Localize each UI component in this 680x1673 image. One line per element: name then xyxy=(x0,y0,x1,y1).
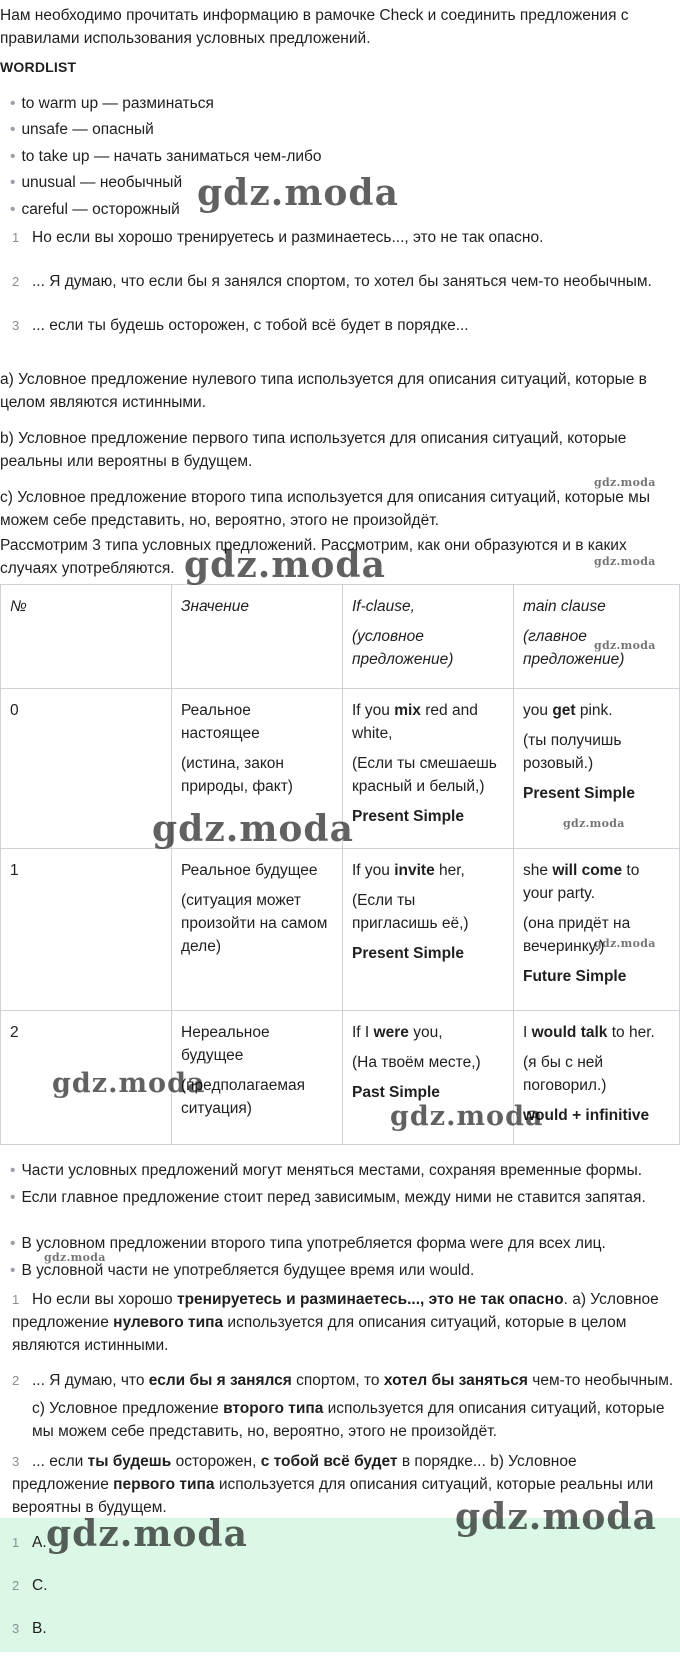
sentence-item xyxy=(12,226,676,249)
sentence-number: 3 xyxy=(12,318,20,333)
if-example: If you invite her, xyxy=(352,862,465,879)
row-num-text: 1 xyxy=(10,862,19,879)
if-tense: Present Simple xyxy=(352,945,464,962)
wordlist-item: • to warm up — разминаться xyxy=(10,92,680,115)
watermark: gdz.moda xyxy=(594,476,656,489)
answer-text: B. xyxy=(32,1620,47,1637)
main-example: she will come to your party. xyxy=(523,862,640,902)
watermark: gdz.moda xyxy=(594,639,656,652)
watermark: gdz.moda xyxy=(594,937,656,950)
watermark: gdz.moda xyxy=(52,1068,206,1099)
row-num-text: 0 xyxy=(10,702,19,719)
meaning-text: Нереальное будущее xyxy=(181,1024,270,1064)
row-main-clause xyxy=(514,849,680,1011)
header-num: № xyxy=(10,598,27,615)
watermark: gdz.moda xyxy=(390,1101,544,1132)
explanation-rule: c) Условное предложение второго типа используется для описания ситуаций, которые мы можем себе представить, но, вероятно, этого не произойдёт. xyxy=(32,1400,665,1440)
note-item: • В условной части не употребляется будущее время или would. xyxy=(10,1259,680,1282)
main-example: I would talk to her. xyxy=(523,1024,655,1041)
table-intro: Рассмотрим 3 типа условных предложений. Рассмотрим, как они образуются и в каких случаях употребляются. xyxy=(0,537,627,577)
sentence-text: ... Я думаю, что если бы я занялся спортом, то хотел бы заняться чем-то необычным. xyxy=(32,273,652,290)
sentence-number: 2 xyxy=(12,274,20,289)
meaning-text: Реальное будущее xyxy=(181,862,318,879)
header-main-clause: main clause xyxy=(523,598,606,615)
watermark: gdz.moda xyxy=(594,555,656,568)
explanation-item: 1 Но если вы хорошо тренируетесь и разминаетесь..., это не так опасно. a) Условное предложение нулевого типа используется для описания ситуаций, которые в целом являются истинными. xyxy=(12,1288,676,1357)
header-if-clause: If-clause, xyxy=(352,598,415,615)
answer-text: A. xyxy=(32,1534,47,1551)
sentence-text: ... если ты будешь осторожен, с тобой всё будет в порядке... xyxy=(32,317,469,334)
watermark: gdz.moda xyxy=(44,1251,106,1264)
answer-item xyxy=(12,1617,676,1640)
row-num-text: 2 xyxy=(10,1024,19,1041)
table-header-row xyxy=(1,585,680,689)
main-translation: (я бы с ней поговорил.) xyxy=(523,1054,607,1094)
watermark: gdz.moda xyxy=(46,1513,248,1555)
note-item: • Части условных предложений могут меняться местами, сохраняя временные формы. xyxy=(10,1159,680,1182)
row-meaning xyxy=(172,849,343,1011)
header-if-clause-ru: (условное предложение) xyxy=(352,628,454,668)
row-num xyxy=(1,689,172,849)
main-tense: would + infinitive xyxy=(523,1107,650,1124)
if-example: If I were you, xyxy=(352,1024,443,1041)
explanation-number: 1 xyxy=(12,1292,20,1307)
table-row xyxy=(1,849,680,1011)
if-example: If you mix red and white, xyxy=(352,702,478,742)
row-if-clause xyxy=(343,689,514,849)
watermark: gdz.moda xyxy=(455,1496,657,1538)
main-translation: (ты получишь розовый.) xyxy=(523,732,622,772)
explanation-item: 2 ... Я думаю, что если бы я занялся спортом, то хотел бы заняться чем-то необычным. xyxy=(12,1369,676,1392)
sentence-text: Но если вы хорошо тренируетесь и разминаетесь..., это не так опасно. xyxy=(32,229,544,246)
meaning-note: (ситуация может произойти на самом деле) xyxy=(181,892,328,955)
main-tense: Present Simple xyxy=(523,785,635,802)
main-example: you get pink. xyxy=(523,702,613,719)
header-cell xyxy=(343,585,514,689)
meaning-note: (предполагаемая ситуация) xyxy=(181,1077,306,1117)
sentence-number: 1 xyxy=(12,230,20,245)
explanation-number: 3 xyxy=(12,1454,20,1469)
if-translation: (Если ты пригласишь её,) xyxy=(352,892,469,932)
wordlist-title: WORDLIST xyxy=(0,59,77,75)
conditionals-table xyxy=(0,584,680,1145)
wordlist-item: • to take up — начать заниматься чем-либо xyxy=(10,145,680,168)
wordlist-item: • careful — осторожный xyxy=(10,198,680,221)
sentence-item xyxy=(12,314,676,337)
watermark: gdz.moda xyxy=(152,808,354,850)
if-translation: (На твоём месте,) xyxy=(352,1054,481,1071)
row-num xyxy=(1,849,172,1011)
rule-a: a) Условное предложение нулевого типа используется для описания ситуаций, которые в целом являются истинными. xyxy=(0,371,647,411)
header-main-clause-ru: (главное предложение) xyxy=(523,628,625,668)
intro-text: Нам необходимо прочитать информацию в рамочке Check и соединить предложения с правилами использования условных предложений. xyxy=(0,7,629,47)
rule-b: b) Условное предложение первого типа используется для описания ситуаций, которые реальны или вероятны в будущем. xyxy=(0,430,627,470)
if-tense: Past Simple xyxy=(352,1084,440,1101)
watermark: gdz.moda xyxy=(184,544,386,586)
header-cell xyxy=(1,585,172,689)
wordlist-item: • unsafe — опасный xyxy=(10,118,680,141)
answer-text: C. xyxy=(32,1577,48,1594)
watermark: gdz.moda xyxy=(563,817,625,830)
note-item: • Если главное предложение стоит перед зависимым, между ними не ставится запятая. xyxy=(10,1186,680,1209)
explanation-number: 2 xyxy=(12,1373,20,1388)
if-translation: (Если ты смешаешь красный и белый,) xyxy=(352,755,497,795)
answer-item xyxy=(12,1574,676,1597)
wordlist-item: • unusual — необычный xyxy=(10,171,680,194)
rule-c: c) Условное предложение второго типа используется для описания ситуаций, которые мы можем себе представить, но, вероятно, этого не произойдёт. xyxy=(0,489,650,529)
answer-number: 2 xyxy=(12,1578,20,1593)
answer-number: 1 xyxy=(12,1535,20,1550)
row-if-clause xyxy=(343,849,514,1011)
meaning-text: Реальное настоящее xyxy=(181,702,260,742)
explanation-item: 3 ... если ты будешь осторожен, с тобой всё будет в порядке... b) Условное предложение первого типа используется для описания ситуаций, которые реальны или вероятны в будущем. xyxy=(12,1450,676,1519)
note-item: • В условном предложении второго типа употребляется форма were для всех лиц. xyxy=(10,1232,680,1255)
meaning-note: (истина, закон природы, факт) xyxy=(181,755,293,795)
sentence-item xyxy=(12,270,676,293)
answer-number: 3 xyxy=(12,1621,20,1636)
main-tense: Future Simple xyxy=(523,968,627,985)
watermark: gdz.moda xyxy=(197,172,399,214)
main-translation: (она придёт на вечеринку.) xyxy=(523,915,631,955)
if-tense: Present Simple xyxy=(352,808,464,825)
header-meaning: Значение xyxy=(181,598,250,615)
header-cell xyxy=(172,585,343,689)
